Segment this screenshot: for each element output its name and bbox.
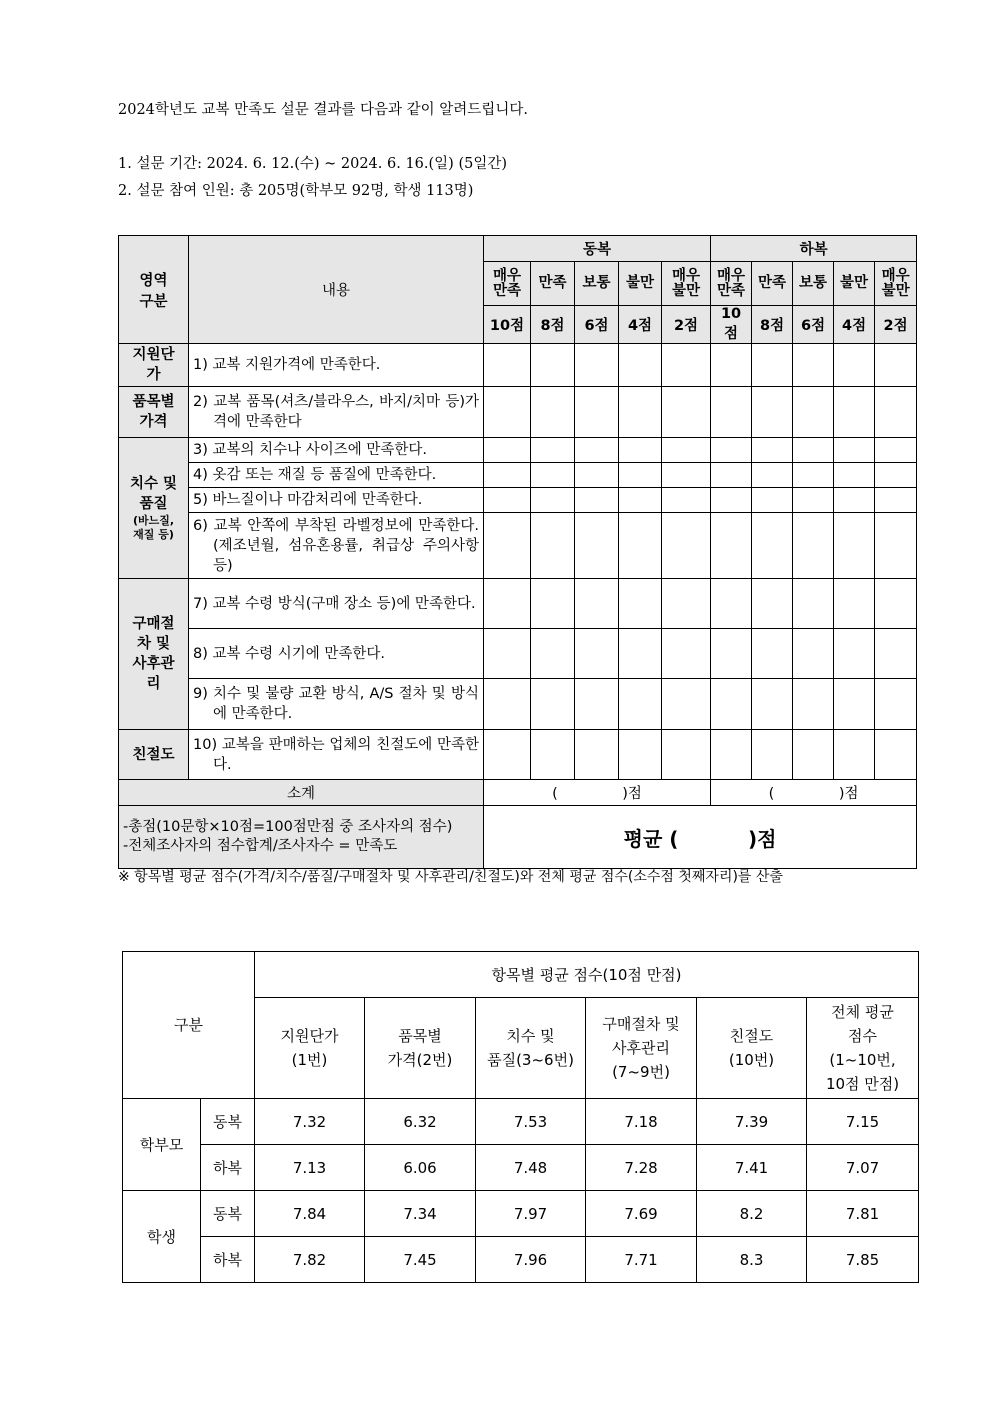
question-cell <box>189 579 484 629</box>
score-cell <box>793 679 834 730</box>
result-value: 7.69 <box>586 1191 697 1237</box>
rating-header: 만족 <box>752 262 793 306</box>
question-cell <box>189 730 484 780</box>
points-header: 4점 <box>619 306 662 344</box>
score-cell <box>662 387 711 438</box>
score-cell <box>875 344 917 387</box>
rating-header: 매우 불만 <box>662 262 711 306</box>
score-cell <box>875 463 917 488</box>
question-text: 7) 교복 수령 방식(구매 장소 등)에 만족한다. <box>193 595 476 612</box>
score-cell <box>875 679 917 730</box>
summer-subtotal: ( )점 <box>711 780 917 806</box>
score-cell <box>662 344 711 387</box>
score-cell <box>793 730 834 780</box>
result-column-header: 전체 평균 점수 (1~10번, 10점 만점) <box>807 998 919 1099</box>
result-value: 7.45 <box>365 1237 476 1283</box>
result-value: 7.15 <box>807 1099 919 1145</box>
score-cell <box>875 438 917 463</box>
score-cell <box>575 488 619 513</box>
score-cell <box>662 579 711 629</box>
points-header: 8점 <box>531 306 575 344</box>
winter-header: 동복 <box>484 236 711 262</box>
category-sub: (바느질, 재질 등) <box>132 514 175 541</box>
question-text: 6) 교복 안쪽에 부착된 라벨정보에 만족한다. (제조년월, 섬유혼용률, 취급상 주의사항 등) <box>193 517 479 574</box>
score-cell <box>531 488 575 513</box>
result-column-header: 품목별 가격(2번) <box>365 998 476 1099</box>
rating-header: 보통 <box>793 262 834 306</box>
score-cell <box>484 579 531 629</box>
calculation-note: ※ 항목별 평균 점수(가격/치수/품질/구매절차 및 사후관리/친절도)와 전체 평균 점수(소수점 첫째자리)를 산출 <box>118 869 783 885</box>
score-cell <box>875 513 917 579</box>
score-cell <box>834 730 875 780</box>
score-cell <box>834 438 875 463</box>
result-value: 7.13 <box>255 1145 365 1191</box>
points-header: 4점 <box>834 306 875 344</box>
points-header: 6점 <box>793 306 834 344</box>
score-cell <box>531 730 575 780</box>
score-cell <box>752 387 793 438</box>
formula-line-1: -총점(10문항×10점=100점만점 중 조사자의 점수) <box>123 819 453 835</box>
result-season: 하복 <box>201 1145 255 1191</box>
question-cell <box>189 387 484 438</box>
score-cell <box>531 387 575 438</box>
intro-line-1: 2024학년도 교복 만족도 설문 결과를 다음과 같이 알려드립니다. <box>118 102 528 118</box>
rating-header: 보통 <box>575 262 619 306</box>
result-value: 7.85 <box>807 1237 919 1283</box>
score-cell <box>834 579 875 629</box>
rating-header: 매우 불만 <box>875 262 917 306</box>
category-name: 치수 및 품질 <box>129 476 178 512</box>
question-cell <box>189 344 484 387</box>
score-cell <box>793 579 834 629</box>
result-column-header: 친절도 (10번) <box>697 998 807 1099</box>
result-column-header: 치수 및 품질(3~6번) <box>476 998 586 1099</box>
rating-header: 매우 만족 <box>484 262 531 306</box>
result-value: 7.84 <box>255 1191 365 1237</box>
category-cell <box>119 344 189 387</box>
score-cell <box>793 513 834 579</box>
points-header: 6점 <box>575 306 619 344</box>
winter-subtotal: ( )점 <box>484 780 711 806</box>
score-cell <box>531 579 575 629</box>
result-value: 7.71 <box>586 1237 697 1283</box>
question-cell <box>189 679 484 730</box>
score-cell <box>711 730 752 780</box>
question-text: 4) 옷감 또는 재질 등 품질에 만족한다. <box>193 467 437 483</box>
intro-line-2: 1. 설문 기간: 2024. 6. 12.(수) ~ 2024. 6. 16.(일) (5일간) <box>118 156 507 172</box>
result-value: 7.82 <box>255 1237 365 1283</box>
result-season: 하복 <box>201 1237 255 1283</box>
score-cell <box>793 438 834 463</box>
result-value: 7.41 <box>697 1145 807 1191</box>
score-cell <box>575 679 619 730</box>
subtotal-label: 소계 <box>119 780 484 806</box>
question-cell <box>189 488 484 513</box>
score-cell <box>752 463 793 488</box>
question-text: 5) 바느질이나 마감처리에 만족한다. <box>193 492 423 508</box>
score-cell <box>619 730 662 780</box>
score-cell <box>662 629 711 679</box>
result-row <box>123 1191 919 1237</box>
result-value: 7.97 <box>476 1191 586 1237</box>
score-cell <box>875 730 917 780</box>
result-value: 7.18 <box>586 1099 697 1145</box>
result-value: 7.28 <box>586 1145 697 1191</box>
score-cell <box>834 344 875 387</box>
score-cell <box>752 488 793 513</box>
score-cell <box>619 579 662 629</box>
points-header: 10점 <box>484 306 531 344</box>
result-season: 동복 <box>201 1191 255 1237</box>
score-cell <box>752 438 793 463</box>
result-group-header: 구분 <box>123 952 255 1099</box>
score-cell <box>531 438 575 463</box>
rating-header: 만족 <box>531 262 575 306</box>
question-cell <box>189 438 484 463</box>
score-cell <box>575 629 619 679</box>
score-cell <box>531 629 575 679</box>
score-cell <box>531 344 575 387</box>
score-cell <box>752 344 793 387</box>
score-cell <box>711 679 752 730</box>
result-season: 동복 <box>201 1099 255 1145</box>
result-value: 7.39 <box>697 1099 807 1145</box>
question-text: 10) 교복을 판매하는 업체의 친절도에 만족한다. <box>193 736 479 773</box>
score-cell <box>619 387 662 438</box>
score-cell <box>834 387 875 438</box>
score-cell <box>619 679 662 730</box>
category-name: 구매절 차 및 사후관 리 <box>132 616 175 692</box>
score-cell <box>619 513 662 579</box>
result-table <box>122 951 919 1283</box>
score-cell <box>752 679 793 730</box>
result-value: 8.3 <box>697 1237 807 1283</box>
question-text: 9) 치수 및 불량 교환 방식, A/S 절차 및 방식에 만족한다. <box>193 686 479 722</box>
score-cell <box>875 629 917 679</box>
score-cell <box>662 513 711 579</box>
area-header: 영역 구분 <box>119 236 189 344</box>
score-cell <box>531 513 575 579</box>
score-cell <box>619 488 662 513</box>
question-text: 1) 교복 지원가격에 만족한다. <box>193 357 381 373</box>
rating-header: 불만 <box>834 262 875 306</box>
score-cell <box>711 463 752 488</box>
rating-header: 매우 만족 <box>711 262 752 306</box>
question-cell <box>189 513 484 579</box>
result-main-header: 항목별 평균 점수(10점 만점) <box>255 952 919 998</box>
score-cell <box>711 629 752 679</box>
score-cell <box>793 463 834 488</box>
score-cell <box>575 579 619 629</box>
question-text: 2) 교복 품목(셔츠/블라우스, 바지/치마 등)가격에 만족한다 <box>193 394 479 430</box>
result-column-header: 구매절차 및 사후관리 (7~9번) <box>586 998 697 1099</box>
points-header: 10점 <box>711 306 752 344</box>
score-cell <box>834 488 875 513</box>
score-cell <box>711 579 752 629</box>
score-cell <box>711 438 752 463</box>
score-cell <box>484 344 531 387</box>
score-cell <box>834 629 875 679</box>
score-cell <box>484 730 531 780</box>
score-cell <box>484 463 531 488</box>
category-cell <box>119 438 189 579</box>
score-cell <box>711 488 752 513</box>
score-cell <box>793 629 834 679</box>
result-row <box>123 1099 919 1145</box>
survey-table <box>118 235 917 869</box>
score-cell <box>575 387 619 438</box>
category-cell <box>119 387 189 438</box>
result-group-name: 학생 <box>123 1191 201 1283</box>
score-cell <box>662 488 711 513</box>
question-text: 8) 교복 수령 시기에 만족한다. <box>193 645 386 662</box>
score-cell <box>834 513 875 579</box>
result-group-name: 학부모 <box>123 1099 201 1191</box>
question-cell <box>189 463 484 488</box>
score-cell <box>752 730 793 780</box>
score-cell <box>662 730 711 780</box>
score-cell <box>834 679 875 730</box>
score-cell <box>875 488 917 513</box>
question-cell <box>189 629 484 679</box>
category-name: 지원단 가 <box>132 347 175 383</box>
score-cell <box>484 438 531 463</box>
score-cell <box>619 438 662 463</box>
score-cell <box>484 679 531 730</box>
result-row <box>123 1237 919 1283</box>
score-cell <box>711 344 752 387</box>
result-value: 7.81 <box>807 1191 919 1237</box>
score-cell <box>834 463 875 488</box>
question-text: 3) 교복의 치수나 사이즈에 만족한다. <box>193 442 428 458</box>
result-value: 7.32 <box>255 1099 365 1145</box>
intro-line-3: 2. 설문 참여 인원: 총 205명(학부모 92명, 학생 113명) <box>118 183 474 199</box>
score-cell <box>752 513 793 579</box>
content-header: 내용 <box>189 236 484 344</box>
score-cell <box>793 344 834 387</box>
score-cell <box>662 679 711 730</box>
summer-header: 하복 <box>711 236 917 262</box>
score-cell <box>875 579 917 629</box>
category-name: 친절도 <box>132 746 175 763</box>
score-cell <box>752 629 793 679</box>
category-name: 품목별 가격 <box>132 394 175 430</box>
score-cell <box>662 438 711 463</box>
score-cell <box>575 730 619 780</box>
result-value: 7.96 <box>476 1237 586 1283</box>
score-cell <box>575 463 619 488</box>
score-cell <box>711 387 752 438</box>
score-cell <box>619 629 662 679</box>
result-value: 6.06 <box>365 1145 476 1191</box>
points-header: 8점 <box>752 306 793 344</box>
result-value: 7.34 <box>365 1191 476 1237</box>
score-cell <box>484 387 531 438</box>
result-value: 7.48 <box>476 1145 586 1191</box>
rating-header: 불만 <box>619 262 662 306</box>
score-cell <box>484 629 531 679</box>
score-cell <box>619 463 662 488</box>
result-value: 7.53 <box>476 1099 586 1145</box>
formula-line-2: -전체조사자의 점수합계/조사자수 = 만족도 <box>123 838 398 854</box>
score-cell <box>531 463 575 488</box>
score-cell <box>793 387 834 438</box>
score-cell <box>575 344 619 387</box>
score-cell <box>711 513 752 579</box>
points-header: 2점 <box>875 306 917 344</box>
score-cell <box>752 579 793 629</box>
result-value: 7.07 <box>807 1145 919 1191</box>
category-cell <box>119 579 189 730</box>
score-cell <box>484 488 531 513</box>
score-cell <box>575 438 619 463</box>
points-header: 2점 <box>662 306 711 344</box>
result-value: 8.2 <box>697 1191 807 1237</box>
score-cell <box>531 679 575 730</box>
score-cell <box>875 387 917 438</box>
result-column-header: 지원단가 (1번) <box>255 998 365 1099</box>
result-row <box>123 1145 919 1191</box>
category-cell <box>119 730 189 780</box>
score-cell <box>662 463 711 488</box>
formula-cell <box>119 806 484 869</box>
score-cell <box>793 488 834 513</box>
score-cell <box>575 513 619 579</box>
score-cell <box>484 513 531 579</box>
average-cell: 평균 ( )점 <box>484 806 917 869</box>
result-value: 6.32 <box>365 1099 476 1145</box>
score-cell <box>619 344 662 387</box>
